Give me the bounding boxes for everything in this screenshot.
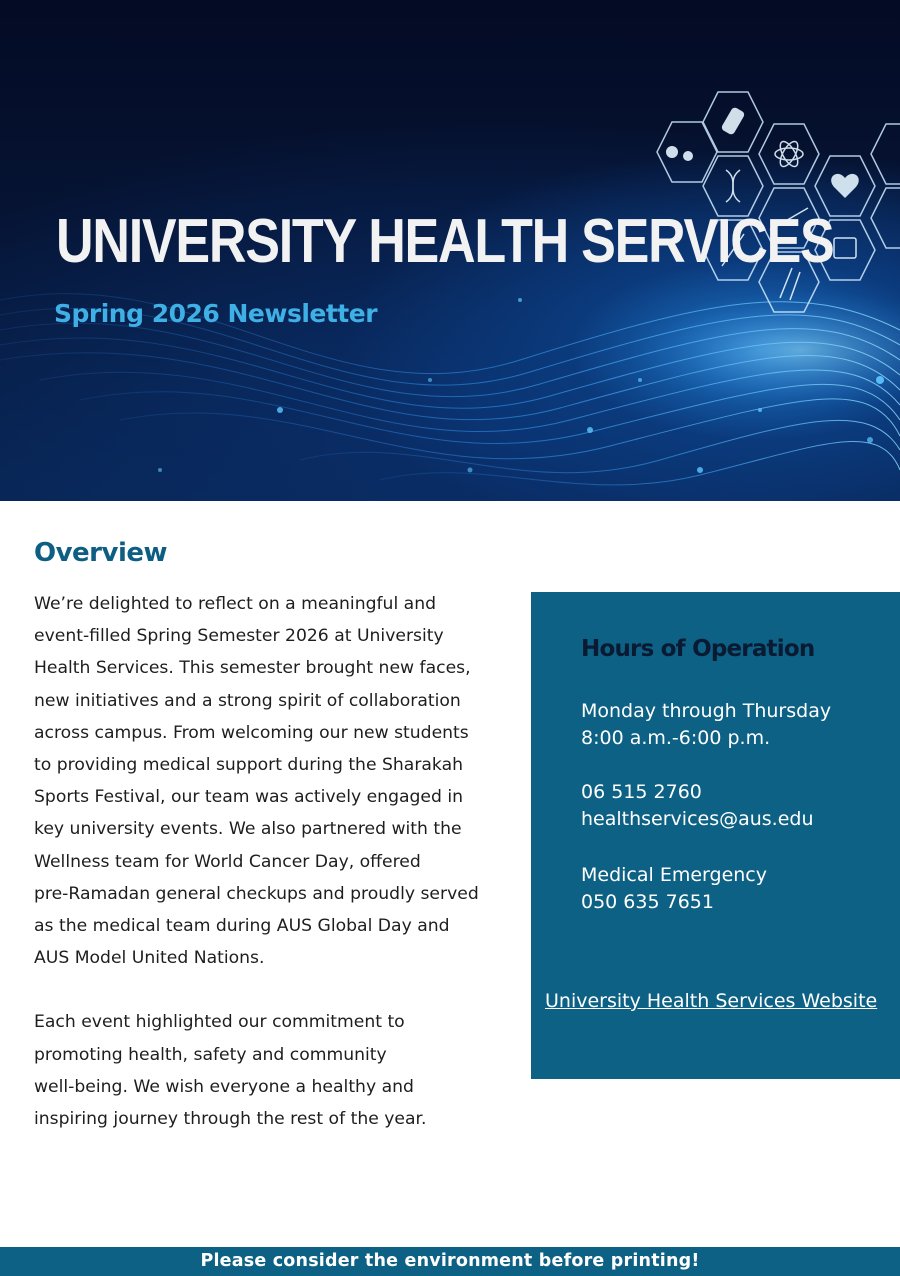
- text-line: Each event highlighted our commitment to: [34, 1012, 405, 1033]
- text-line: Wellness team for World Cancer Day, offered: [34, 851, 421, 872]
- text-line: event-filled Spring Semester 2026 at University: [34, 626, 444, 647]
- hours-title: Hours of Operation: [581, 636, 815, 662]
- text-line: to providing medical support during the Sharakah: [34, 755, 463, 776]
- text-line: inspiring journey through the rest of the year.: [34, 1109, 427, 1130]
- emergency-label: Medical Emergency: [581, 864, 767, 886]
- footer-banner: [0, 1247, 900, 1276]
- text-line: new initiatives and a strong spirit of collaboration: [34, 690, 461, 711]
- hours-of-operation-card: [531, 592, 900, 1079]
- text-line: pre-Ramadan general checkups and proudly served: [34, 883, 479, 904]
- overview-body: [34, 588, 524, 1167]
- phone-number: 06 515 2760: [581, 781, 702, 803]
- text-line: AUS Model United Nations.: [34, 948, 265, 969]
- text-line: well-being. We wish everyone a healthy and: [34, 1076, 414, 1097]
- overview-paragraph-2: [34, 1006, 524, 1135]
- atom-icon: [759, 124, 819, 184]
- text-line: We’re delighted to reflect on a meaningful and: [34, 594, 437, 614]
- opening-hours: [581, 698, 831, 752]
- text-line: key university events. We also partnered with the: [34, 819, 462, 840]
- newsletter-title: UNIVERSITY HEALTH SERVICES: [56, 207, 834, 276]
- header-banner: [0, 0, 900, 501]
- text-line: as the medical team during AUS Global Day and: [34, 916, 450, 937]
- email-address: healthservices@aus.edu: [581, 808, 814, 830]
- footer-text: Please consider the environment before printing!: [200, 1251, 700, 1271]
- emergency-info: [581, 862, 767, 916]
- text-line: promoting health, safety and community: [34, 1044, 387, 1065]
- newsletter-subtitle: Spring 2026 Newsletter: [54, 299, 378, 328]
- times-text: 8:00 a.m.-6:00 p.m.: [581, 727, 771, 749]
- overview-heading: Overview: [34, 538, 168, 568]
- overview-paragraph-1: [34, 588, 524, 974]
- days-text: Monday through Thursday: [581, 700, 832, 722]
- text-line: Health Services. This semester brought new faces,: [34, 658, 471, 679]
- text-line: Sports Festival, our team was actively engaged in: [34, 787, 464, 808]
- contact-info: [581, 779, 814, 833]
- health-services-website-link[interactable]: University Health Services Website: [545, 990, 878, 1012]
- emergency-phone: 050 635 7651: [581, 891, 714, 913]
- text-line: across campus. From welcoming our new students: [34, 722, 469, 743]
